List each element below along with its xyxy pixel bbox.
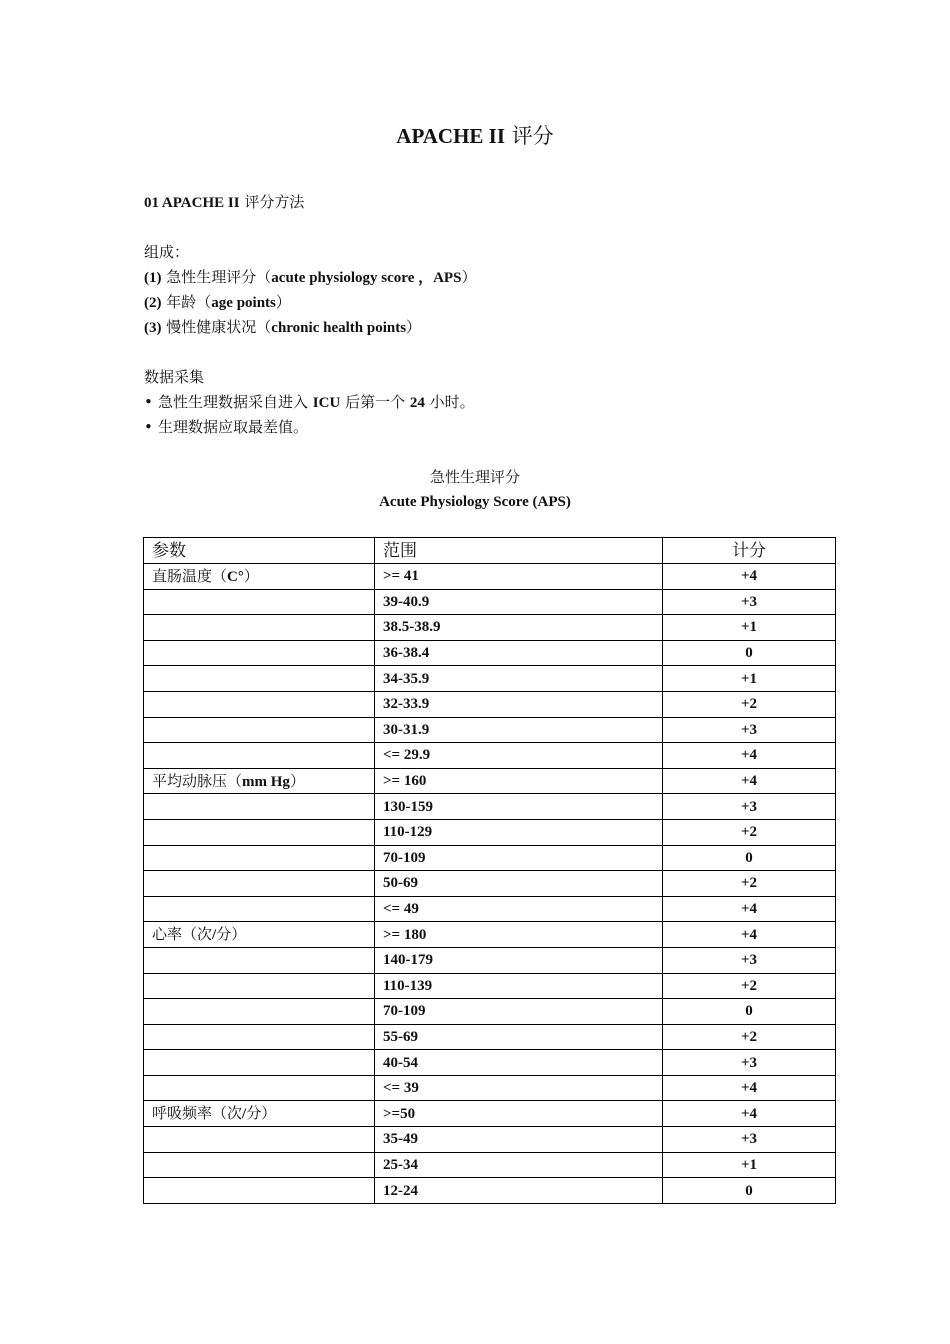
composition-label: 组成： <box>144 243 190 261</box>
score-cell: +3 <box>663 1127 836 1153</box>
table-row <box>144 871 836 897</box>
table-row <box>144 640 836 666</box>
range-cell: >=50 <box>375 1101 663 1127</box>
range-cell: <= 49 <box>375 896 663 922</box>
bullet-icon: • <box>144 418 153 436</box>
parameter-cell <box>144 666 375 692</box>
table-row <box>144 1152 836 1178</box>
data-collection-bullet <box>144 417 308 437</box>
score-cell: +1 <box>663 615 836 641</box>
section-heading-code: 01 APACHE II <box>144 195 240 211</box>
aps-table <box>143 537 836 1204</box>
score-cell: 0 <box>663 845 836 871</box>
parameter-name: 平均动脉压（ <box>152 771 243 790</box>
score-cell: +4 <box>663 743 836 769</box>
score-cell: +4 <box>663 1101 836 1127</box>
score-cell: +3 <box>663 794 836 820</box>
data-collection-bullet <box>144 392 475 413</box>
parameter-cell <box>144 717 375 743</box>
score-cell: +4 <box>663 564 836 590</box>
parameter-cell <box>144 947 375 973</box>
range-cell: 110-129 <box>375 819 663 845</box>
parameter-cell <box>144 768 375 794</box>
table-row <box>144 845 836 871</box>
parameter-cell <box>144 999 375 1025</box>
parameter-cell <box>144 564 375 590</box>
table-row <box>144 691 836 717</box>
parameter-suffix: 分） <box>216 925 247 944</box>
section-heading-cn: 评分方法 <box>244 193 305 211</box>
document-title-cn: 评分 <box>511 124 554 148</box>
range-cell: 38.5-38.9 <box>375 615 663 641</box>
bullet-text: 急性生理数据采自进入 <box>158 393 313 411</box>
table-row <box>144 1101 836 1127</box>
parameter-cell <box>144 1024 375 1050</box>
parameter-cell <box>144 1050 375 1076</box>
score-cell: +2 <box>663 691 836 717</box>
range-cell: <= 39 <box>375 1075 663 1101</box>
score-cell: +2 <box>663 871 836 897</box>
table-row <box>144 896 836 922</box>
section-heading <box>144 192 304 213</box>
range-cell: 110-139 <box>375 973 663 999</box>
parameter-cell <box>144 1152 375 1178</box>
range-cell: 39-40.9 <box>375 589 663 615</box>
range-cell: 35-49 <box>375 1127 663 1153</box>
table-row <box>144 1127 836 1153</box>
parameter-cell <box>144 589 375 615</box>
range-cell: 34-35.9 <box>375 666 663 692</box>
parameter-cell <box>144 1178 375 1204</box>
range-cell: <= 29.9 <box>375 743 663 769</box>
score-cell: +4 <box>663 896 836 922</box>
header-parameter: 参数 <box>144 538 375 564</box>
range-cell: 130-159 <box>375 794 663 820</box>
header-score: 计分 <box>663 538 836 564</box>
parameter-name: 呼吸频率（次 <box>152 1104 243 1123</box>
range-cell: 70-109 <box>375 999 663 1025</box>
document-title-code: APACHE II <box>396 124 505 148</box>
range-cell: 140-179 <box>375 947 663 973</box>
parameter-suffix: 分） <box>246 1104 277 1123</box>
table-row <box>144 1075 836 1101</box>
table-caption-en: Acute Physiology Score (APS) <box>379 494 571 510</box>
parameter-name: 直肠温度（ <box>152 566 228 585</box>
parameter-suffix: ） <box>289 771 305 790</box>
score-cell: +2 <box>663 819 836 845</box>
table-row <box>144 1024 836 1050</box>
range-cell: 50-69 <box>375 871 663 897</box>
table-row <box>144 768 836 794</box>
bullet-text-bold: 24 <box>409 395 425 411</box>
bullet-icon: • <box>144 393 153 411</box>
score-cell: +3 <box>663 589 836 615</box>
composition-item-cn: 年龄（ <box>166 293 212 311</box>
parameter-suffix: ） <box>243 566 259 585</box>
score-cell: +4 <box>663 768 836 794</box>
score-cell: +3 <box>663 1050 836 1076</box>
parameter-cell <box>144 871 375 897</box>
table-row <box>144 999 836 1025</box>
composition-item-en: chronic health points <box>271 320 407 336</box>
table-row <box>144 947 836 973</box>
composition-item-number: (1) <box>144 270 162 286</box>
bullet-text-bold: ICU <box>312 395 341 411</box>
document-title <box>0 122 950 150</box>
table-row <box>144 564 836 590</box>
composition-item-en: age points <box>211 295 276 311</box>
composition-item-cn: 急性生理评分（ <box>166 268 272 286</box>
score-cell: +4 <box>663 922 836 948</box>
composition-item-end: ） <box>461 268 477 286</box>
parameter-unit: / <box>212 927 217 944</box>
bullet-text: 生理数据应取最差值。 <box>158 418 309 436</box>
composition-item <box>144 292 291 313</box>
composition-item-end: ） <box>275 293 291 311</box>
table-header-row <box>144 538 836 564</box>
score-cell: 0 <box>663 640 836 666</box>
parameter-unit: C° <box>227 568 244 585</box>
score-cell: +3 <box>663 947 836 973</box>
score-cell: +1 <box>663 1152 836 1178</box>
table-row <box>144 1178 836 1204</box>
composition-item <box>144 267 476 288</box>
header-range: 范围 <box>375 538 663 564</box>
composition-item <box>144 317 421 338</box>
parameter-cell <box>144 1101 375 1127</box>
table-row <box>144 819 836 845</box>
table-row <box>144 666 836 692</box>
range-cell: 25-34 <box>375 1152 663 1178</box>
score-cell: 0 <box>663 1178 836 1204</box>
parameter-unit: mm Hg <box>242 773 290 790</box>
range-cell: 40-54 <box>375 1050 663 1076</box>
bullet-text: 后第一个 <box>340 393 410 411</box>
parameter-cell <box>144 1075 375 1101</box>
table-row <box>144 794 836 820</box>
parameter-cell <box>144 1127 375 1153</box>
table-body <box>144 564 836 1204</box>
parameter-cell <box>144 743 375 769</box>
range-cell: 36-38.4 <box>375 640 663 666</box>
score-cell: +3 <box>663 717 836 743</box>
table-row <box>144 615 836 641</box>
parameter-cell <box>144 640 375 666</box>
range-cell: >= 41 <box>375 564 663 590</box>
composition-item-end: ） <box>406 318 422 336</box>
range-cell: 55-69 <box>375 1024 663 1050</box>
composition-item-number: (3) <box>144 320 162 336</box>
range-cell: 30-31.9 <box>375 717 663 743</box>
parameter-cell <box>144 922 375 948</box>
table-row <box>144 743 836 769</box>
score-cell: +2 <box>663 973 836 999</box>
table-row <box>144 1050 836 1076</box>
parameter-unit: / <box>242 1106 247 1123</box>
score-cell: 0 <box>663 999 836 1025</box>
composition-item-en: acute physiology score ，APS <box>271 270 462 286</box>
range-cell: >= 160 <box>375 768 663 794</box>
range-cell: 70-109 <box>375 845 663 871</box>
table-row <box>144 922 836 948</box>
composition-item-number: (2) <box>144 295 162 311</box>
table-row <box>144 717 836 743</box>
parameter-cell <box>144 794 375 820</box>
data-collection-label: 数据采集 <box>144 368 205 386</box>
table-row <box>144 973 836 999</box>
score-cell: +1 <box>663 666 836 692</box>
parameter-cell <box>144 973 375 999</box>
range-cell: 12-24 <box>375 1178 663 1204</box>
range-cell: >= 180 <box>375 922 663 948</box>
table-row <box>144 589 836 615</box>
parameter-name: 心率（次 <box>152 925 213 944</box>
score-cell: +2 <box>663 1024 836 1050</box>
parameter-cell <box>144 845 375 871</box>
table-caption-cn: 急性生理评分 <box>429 468 520 486</box>
parameter-cell <box>144 615 375 641</box>
composition-item-cn: 慢性健康状况（ <box>166 318 272 336</box>
range-cell: 32-33.9 <box>375 691 663 717</box>
score-cell: +4 <box>663 1075 836 1101</box>
bullet-text: 小时。 <box>424 393 475 411</box>
parameter-cell <box>144 896 375 922</box>
parameter-cell <box>144 691 375 717</box>
parameter-cell <box>144 819 375 845</box>
